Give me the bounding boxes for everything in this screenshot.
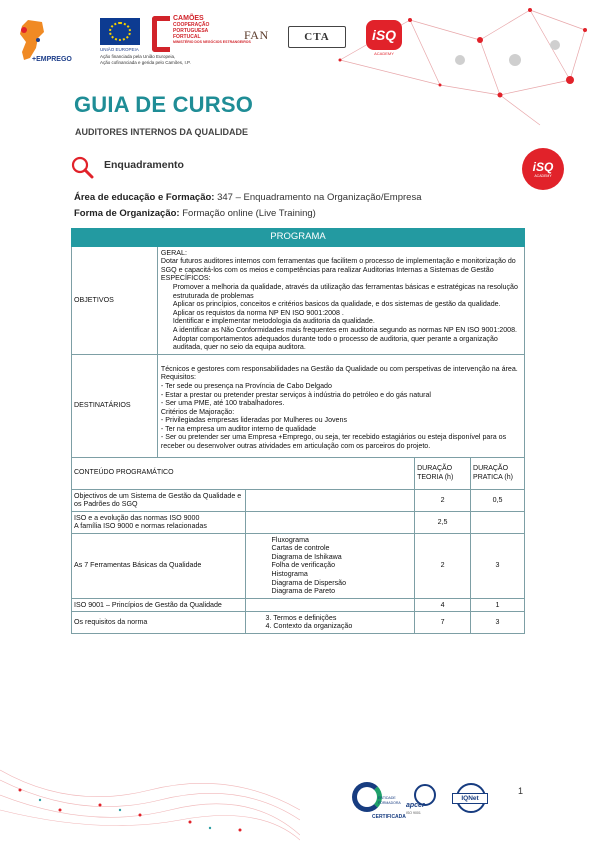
- pratica-value: [471, 511, 525, 533]
- criterio-line: - Ser ou pretender ser uma Empresa +Emprego, ou seja, ter recebido estagiários ou esteja disponível para os receber ou desenvolver outras atividades em articulação com os parceiros do projeto.: [160, 433, 507, 451]
- especifico-item: A identificar as Não Conformidades mais frequentes em auditoria segundo as normas NP EN ISO 9001:2008.: [172, 325, 517, 334]
- objetivos-content: [157, 246, 524, 354]
- table-row: [72, 611, 525, 633]
- teoria-value: 7: [415, 611, 471, 633]
- conteudo-topic: Os requisitos da norma: [72, 611, 246, 633]
- objetivos-row: [72, 246, 525, 354]
- section-title: Enquadramento: [104, 159, 184, 171]
- cta-logo: [288, 26, 346, 48]
- isq-header-logo: [366, 20, 406, 60]
- destinatarios-label: DESTINATÁRIOS: [72, 354, 158, 457]
- apcer-text: apcer: [406, 802, 425, 809]
- criterio-line: - Privilegiadas empresas lideradas por Mulheres ou Jovens: [160, 416, 347, 425]
- eu-note-line1: Ação financiada pela União Europeia,: [100, 54, 176, 59]
- conteudo-subitems: [245, 533, 415, 598]
- requisito-line: - Ter sede ou presença na Província de Cabo Delgado: [160, 381, 332, 390]
- especifico-item: Adoptar comportamentos adequados durante todo o processo de auditoria, quer perante a organização auditada, quer no seio da equipa auditora.: [172, 334, 498, 352]
- teoria-value: 4: [415, 598, 471, 611]
- apcer-logo: [404, 790, 450, 820]
- page-number: 1: [518, 786, 524, 796]
- forma-value: Formação online (Live Training): [179, 208, 316, 219]
- emprego-logo-text: +EMPREGO: [32, 56, 72, 63]
- requisito-item: 3. Termos e definições: [265, 613, 337, 622]
- requisito-line: - Estar a prestar ou pretender prestar serviços à indústria do petróleo e do gás natural: [160, 390, 431, 399]
- pratica-value: 3: [471, 611, 525, 633]
- destinatarios-intro: Técnicos e gestores com responsabilidades na Gestão da Qualidade ou com perspetivas de intervenção na área.: [160, 364, 518, 373]
- geral-text: Dotar futuros auditores internos com ferramentas que facilitem o processo de implementação e monitorização do SGQ e capacitá-los com os meios e competências para realizar Auditorias Internas a Sistemas de Gestão: [160, 257, 516, 274]
- iqnet-text: IQNet: [452, 793, 488, 804]
- cert-text-bold: CERTIFICADA: [372, 814, 406, 820]
- table-row: [72, 598, 525, 611]
- requisitos-label: Requisitos:: [160, 373, 196, 382]
- objetivos-label: OBJETIVOS: [72, 246, 158, 354]
- pratica-value: 3: [471, 533, 525, 598]
- table-row: [72, 489, 525, 511]
- emprego-logo: [14, 18, 90, 68]
- destinatarios-content: [157, 354, 524, 457]
- conteudo-subitems: [245, 489, 415, 511]
- camoes-mark-icon: [152, 16, 170, 52]
- teoria-value: 2: [415, 489, 471, 511]
- pratica-value: 1: [471, 598, 525, 611]
- requisito-line: - Ser uma PME, até 100 trabalhadores.: [160, 399, 285, 408]
- page-subtitle: AUDITORES INTERNOS DA QUALIDADE: [75, 127, 249, 137]
- criterios-list: [161, 416, 522, 450]
- teoria-value: 2: [415, 533, 471, 598]
- conteudo-header: CONTEÚDO PROGRAMÁTICO: [72, 457, 415, 489]
- network-decoration-bottom: [0, 760, 300, 842]
- especifico-item: Identificar e implementar metodologia da auditoria da qualidade.: [172, 317, 375, 326]
- conteudo-subitems: [245, 611, 415, 633]
- table-row: [72, 511, 525, 533]
- ferramenta-item: Histograma: [271, 570, 308, 579]
- especificos-list: [161, 283, 522, 352]
- conteudo-topic: ISO e a evolução das normas ISO 9000 A família ISO 9000 e normas relacionadas: [72, 511, 246, 533]
- ferramenta-item: Diagrama de Pareto: [271, 587, 336, 596]
- programa-table: [71, 228, 525, 634]
- conteudo-topic: Objectivos de um Sistema de Gestão da Qualidade e os Padrões do SGQ: [72, 489, 246, 511]
- isq-logo-text: iSQ: [366, 20, 402, 50]
- table-row: [72, 533, 525, 598]
- geral-label: GERAL:: [160, 248, 187, 257]
- destinatarios-row: [72, 354, 525, 457]
- conteudo-topic: As 7 Ferramentas Básicas da Qualidade: [72, 533, 246, 598]
- ferramenta-item: Folha de verificação: [271, 561, 336, 570]
- eu-flag-icon: [100, 18, 140, 45]
- conteudo-header-row: [72, 457, 525, 489]
- camoes-logo: [152, 15, 251, 56]
- isq-badge: [522, 148, 564, 190]
- especifico-item: Aplicar os princípios, conceitos e critérios basicos da qualidade, e dos sistemas de gestão da qualidade.: [172, 300, 501, 309]
- forma-organizacao: [74, 208, 316, 219]
- ferramenta-item: Diagrama de Dispersão: [271, 578, 347, 587]
- conteudo-subitems: [245, 598, 415, 611]
- fan-logo: [244, 26, 280, 46]
- entidade-certificada-logo: ENTIDADE FORMADORA CERTIFICADA: [352, 782, 404, 822]
- area-label: Área de educação e Formação:: [74, 192, 215, 203]
- especifico-item: Promover a melhoria da qualidade, através da utilização das ferramentas básicas e estratégicas na resolução estruturada de problemas: [172, 282, 518, 300]
- pratica-header: DURAÇÃO PRATICA (h): [471, 457, 525, 489]
- requisitos-list: [161, 382, 522, 408]
- conteudo-subitems: [245, 511, 415, 533]
- ferramenta-item: Fluxograma: [271, 535, 309, 544]
- teoria-header: DURAÇÃO TEORIA (h): [415, 457, 471, 489]
- camoes-text: CAMÕES COOPERAÇÃO PORTUGUESA FORTUCAL MINISTÉRIO DOS NEGÓCIOS ESTRANGEIROS: [173, 15, 251, 44]
- criterio-line: - Ter na empresa um auditor interno de qualidade: [160, 424, 317, 433]
- isq-logo-sub: ACADEMY: [374, 51, 394, 56]
- area-educacao: [74, 192, 421, 203]
- eu-note-line2: Ação cofinanciada e gerida pelo Camões, I.P.: [100, 60, 191, 65]
- ferramenta-item: Cartas de controle: [271, 544, 330, 553]
- isq-badge-text: iSQ: [532, 159, 554, 174]
- iqnet-logo: [452, 783, 494, 821]
- teoria-value: 2,5: [415, 511, 471, 533]
- cta-logo-text: CTA: [304, 31, 330, 43]
- ferramenta-item: Diagrama de Ishikawa: [271, 552, 342, 561]
- pratica-value: 0,5: [471, 489, 525, 511]
- page-title: GUIA DE CURSO: [74, 92, 254, 117]
- eu-logo: [100, 18, 144, 52]
- area-value: 347 – Enquadramento na Organização/Empresa: [214, 192, 422, 203]
- especifico-item: Aplicar os requistos da norma NP EN ISO 9001:2008 .: [172, 308, 344, 317]
- requisito-item: 4. Contexto da organização: [265, 622, 353, 631]
- eu-caption: UNIÃO EUROPEIA: [100, 47, 139, 52]
- fan-logo-text: FAN: [244, 28, 269, 42]
- ferramentas-list: [260, 536, 413, 596]
- criterios-label: Critérios de Majoração:: [160, 407, 235, 416]
- especificos-label: ESPECÍFICOS:: [160, 274, 211, 283]
- apcer-sub: ISO 9001: [406, 811, 421, 815]
- forma-label: Forma de Organização:: [74, 208, 180, 219]
- isq-badge-sub: ACADEMY: [534, 173, 552, 178]
- conteudo-topic: ISO 9001 – Princípios de Gestão da Qualidade: [72, 598, 246, 611]
- search-icon: [70, 155, 94, 179]
- programa-banner: PROGRAMA: [72, 229, 525, 247]
